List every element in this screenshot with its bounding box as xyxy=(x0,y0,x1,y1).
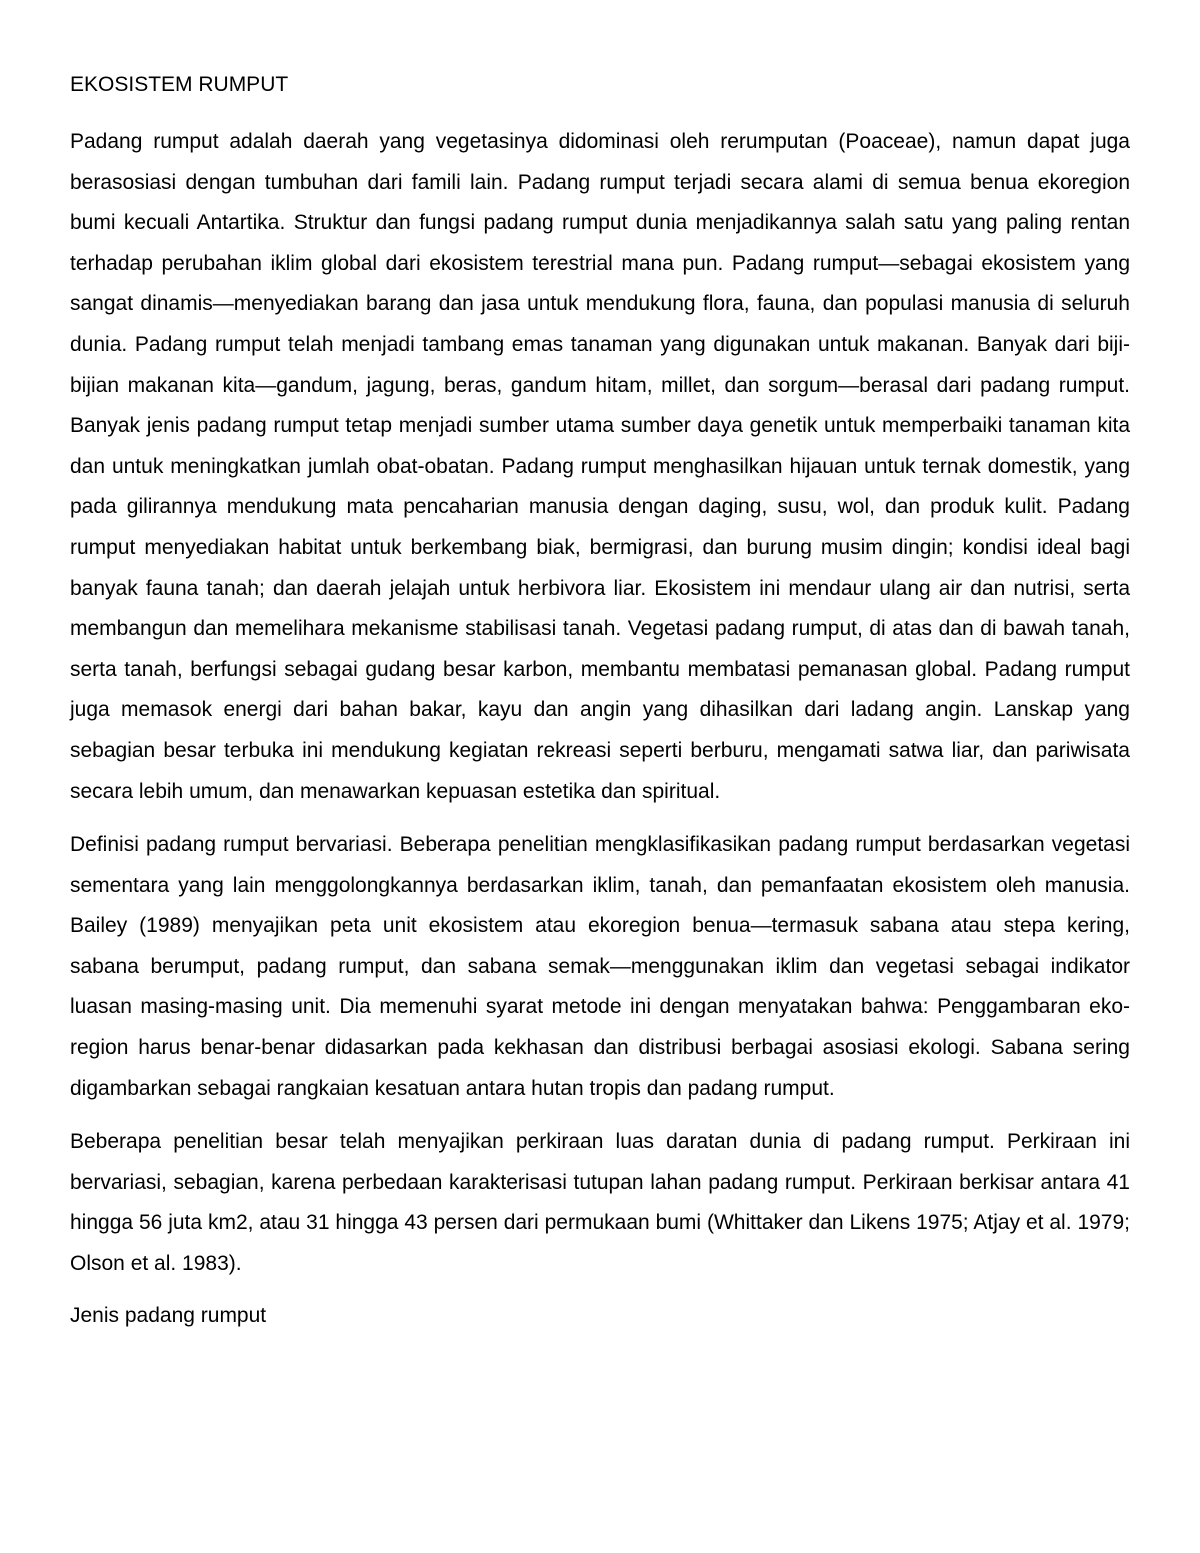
paragraph-2: Definisi padang rumput bervariasi. Beberapa penelitian mengklasifikasikan padang rumput berdasarkan vegetasi sementara yang lain menggolongkannya berdasarkan iklim, tanah, dan pemanfaatan ekosistem oleh manusia. Bailey (1989) menyajikan peta unit ekosistem atau ekoregion benua—termasuk sabana atau stepa kering, sabana berumput, padang rumput, dan sabana semak—menggunakan iklim dan vegetasi sebagai indikator luasan masing-masing unit. Dia memenuhi syarat metode ini dengan menyatakan bahwa: Penggambaran eko-region harus benar-benar didasarkan pada kekhasan dan distribusi berbagai asosiasi ekologi. Sabana sering digambarkan sebagai rangkaian kesatuan antara hutan tropis dan padang rumput. xyxy=(70,833,1130,1100)
document-page xyxy=(70,68,1130,1334)
paragraph-1: Padang rumput adalah daerah yang vegetasinya didominasi oleh rerumputan (Poaceae), namun dapat juga berasosiasi dengan tumbuhan dari famili lain. Padang rumput terjadi secara alami di semua benua ekoregion bumi kecuali Antartika. Struktur dan fungsi padang rumput dunia menjadikannya salah satu yang paling rentan terhadap perubahan iklim global dari ekosistem terestrial mana pun. Padang rumput—sebagai ekosistem yang sangat dinamis—menyediakan barang dan jasa untuk mendukung flora, fauna, dan populasi manusia di seluruh dunia. Padang rumput telah menjadi tambang emas tanaman yang digunakan untuk makanan. Banyak dari biji-bijian makanan kita—gandum, jagung, beras, gandum hitam, millet, dan sorgum—berasal dari padang rumput. Banyak jenis padang rumput tetap menjadi sumber utama sumber daya genetik untuk memperbaiki tanaman kita dan untuk meningkatkan jumlah obat-obatan. Padang rumput menghasilkan hijauan untuk ternak domestik, yang pada gilirannya mendukung mata pencaharian manusia dengan daging, susu, wol, dan produk kulit. Padang rumput menyediakan habitat untuk berkembang biak, bermigrasi, dan burung musim dingin; kondisi ideal bagi banyak fauna tanah; dan daerah jelajah untuk herbivora liar. Ekosistem ini mendaur ulang air dan nutrisi, serta membangun dan memelihara mekanisme stabilisasi tanah. Vegetasi padang rumput, di atas dan di bawah tanah, serta tanah, berfungsi sebagai gudang besar karbon, membantu membatasi pemanasan global. Padang rumput juga memasok energi dari bahan bakar, kayu dan angin yang dihasilkan dari ladang angin. Lanskap yang sebagian besar terbuka ini mendukung kegiatan rekreasi seperti berburu, mengamati satwa liar, dan pariwisata secara lebih umum, dan menawarkan kepuasan estetika dan spiritual. xyxy=(70,130,1130,803)
document-title: EKOSISTEM RUMPUT xyxy=(70,73,289,96)
section-heading: Jenis padang rumput xyxy=(70,1303,267,1327)
paragraph-3: Beberapa penelitian besar telah menyajikan perkiraan luas daratan dunia di padang rumput. Perkiraan ini bervariasi, sebagian, karena perbedaan karakterisasi tutupan lahan padang rumput. Perkiraan berkisar antara 41 hingga 56 juta km2, atau 31 hingga 43 persen dari permukaan bumi (Whittaker dan Likens 1975; Atjay et al. 1979; Olson et al. 1983). xyxy=(70,1130,1130,1276)
